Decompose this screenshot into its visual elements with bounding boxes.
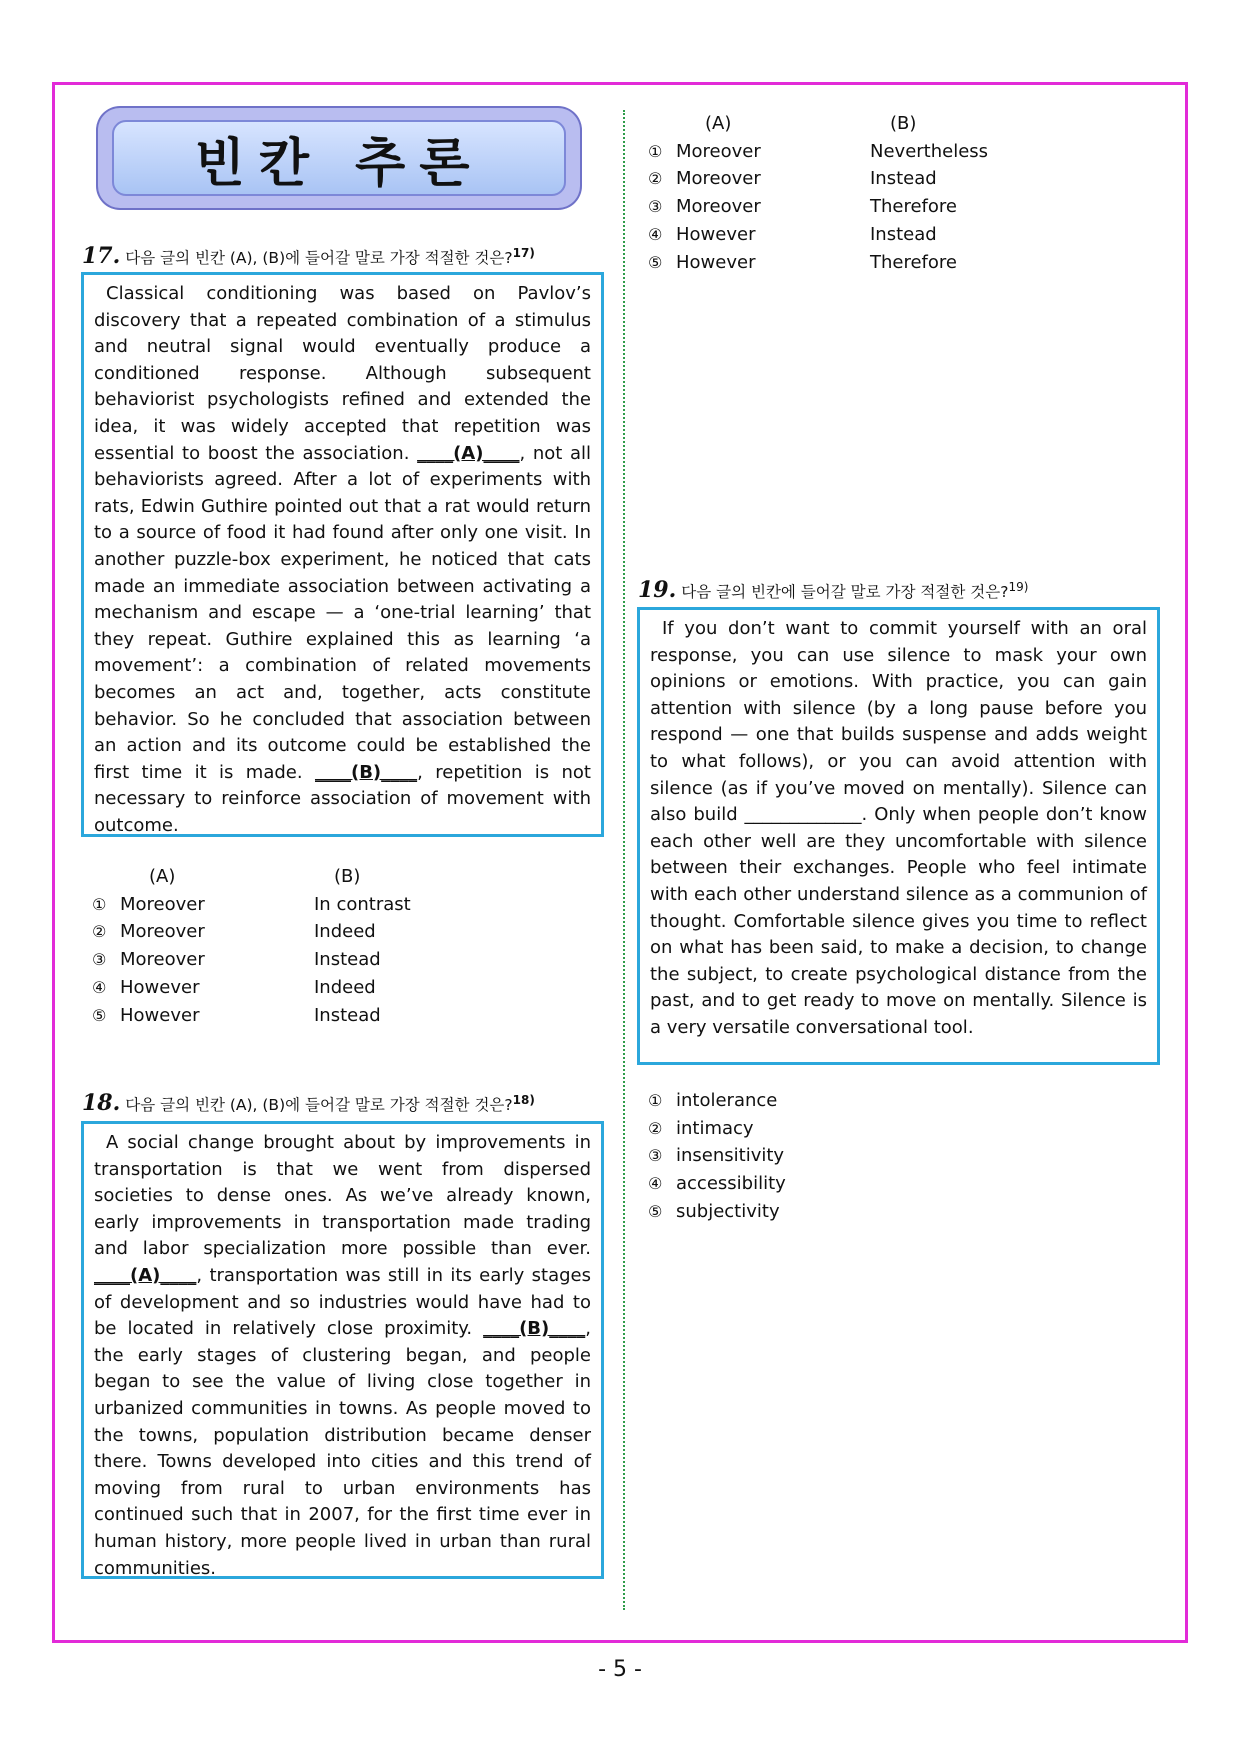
option-a: However bbox=[676, 251, 756, 273]
q18-option-5[interactable] bbox=[648, 249, 988, 277]
q18-number: 18. bbox=[82, 1090, 121, 1116]
q17-option-4[interactable] bbox=[92, 974, 411, 1002]
option-text: accessibility bbox=[676, 1173, 786, 1195]
option-a: However bbox=[120, 976, 200, 998]
option-number: ⑤ bbox=[648, 252, 663, 272]
option-b: Therefore bbox=[870, 251, 957, 273]
q19-option-2[interactable] bbox=[648, 1115, 786, 1143]
option-text: subjectivity bbox=[676, 1200, 780, 1222]
option-b: Instead bbox=[314, 949, 381, 971]
q19-passage: If you don’t want to commit yourself with an oral response, you can use silence to mask your own opinions or emotions. With practice, you can gain attention with silence (by a long pause before you respond — one that builds suspense and adds weight to what follows), or you can avoid attention with silence (as if you’ve moved on mentally). Silence can also build _____________. Only when people don’t know each other well are they uncomfortable with silence between their exchanges. People who feel intimate with each other understand silence as a communion of thought. Comfortable silence gives you time to reflect on what has been said, to make a decision, to change the subject, to create psychological distance from the past, and to get ready to move on mentally. Silence is a very versatile conversational tool. bbox=[650, 618, 1147, 1038]
q17-blank-a: ____(A)____ bbox=[417, 442, 520, 464]
option-number: ④ bbox=[92, 977, 107, 997]
option-b: Instead bbox=[870, 223, 937, 245]
q19-option-3[interactable] bbox=[648, 1142, 786, 1170]
q19-option-1[interactable] bbox=[648, 1087, 786, 1115]
option-number: ③ bbox=[648, 1146, 663, 1166]
q19-options bbox=[648, 1087, 786, 1226]
q18-passage-text-1: A social change brought about by improvements in transportation is that we went from dispersed societies to dense ones. As we’ve already known, early improvements in transportation made trading and labor specialization more possible than ever. bbox=[94, 1132, 591, 1260]
column-divider bbox=[623, 110, 625, 1610]
option-a: Moreover bbox=[120, 893, 205, 915]
q18-heading bbox=[82, 1090, 535, 1116]
q18-option-4[interactable] bbox=[648, 221, 988, 249]
option-number: ③ bbox=[92, 950, 107, 970]
q19-passage-box bbox=[637, 607, 1160, 1065]
q18-prompt: 다음 글의 빈칸 (A), (B)에 들어갈 말로 가장 적절한 것은? bbox=[125, 1096, 513, 1114]
option-text: intolerance bbox=[676, 1090, 778, 1111]
q19-prompt: 다음 글의 빈칸에 들어갈 말로 가장 적절한 것은? bbox=[681, 583, 1009, 601]
q18-options-header bbox=[648, 110, 988, 138]
page-number: - 5 - bbox=[598, 1657, 642, 1682]
option-number: ② bbox=[648, 169, 663, 189]
q17-ref: 17) bbox=[512, 245, 535, 260]
option-text: insensitivity bbox=[676, 1145, 785, 1167]
option-a: However bbox=[676, 223, 756, 245]
q18-option-2[interactable] bbox=[648, 165, 988, 193]
option-a: Moreover bbox=[676, 196, 761, 218]
option-number: ② bbox=[92, 922, 107, 942]
q17-blank-b: ____(B)____ bbox=[314, 761, 418, 783]
section-title: 빈칸 추론 bbox=[194, 133, 484, 194]
q18-option-1[interactable] bbox=[648, 138, 988, 166]
q17-passage bbox=[94, 281, 591, 839]
q19-option-4[interactable] bbox=[648, 1170, 786, 1198]
option-number: ③ bbox=[648, 197, 663, 217]
option-text: intimacy bbox=[676, 1117, 754, 1139]
option-a: Moreover bbox=[676, 140, 761, 162]
section-title-plate bbox=[98, 108, 580, 208]
q17-prompt: 다음 글의 빈칸 (A), (B)에 들어갈 말로 가장 적절한 것은? bbox=[125, 249, 513, 267]
q19-ref: 19) bbox=[1008, 579, 1029, 594]
q19-heading bbox=[638, 577, 1028, 603]
option-b: In contrast bbox=[314, 893, 411, 915]
q18-blank-a: ____(A)____ bbox=[94, 1264, 197, 1286]
q17-passage-text-1: Classical conditioning was based on Pavlov’s discovery that a repeated combination of a stimulus and neutral signal would eventually produce a conditioned response. Although subsequent behaviorist psychologists refined and extended the idea, it was widely accepted that repetition was essential to boost the association. bbox=[94, 283, 591, 464]
option-number: ④ bbox=[648, 224, 663, 244]
q17-passage-text-3: , repetition is not necessary to reinforce association of movement with outcome. bbox=[94, 761, 591, 836]
option-b: Indeed bbox=[314, 921, 376, 943]
q18-header-b: (B) bbox=[890, 113, 917, 134]
option-number: ① bbox=[92, 894, 107, 914]
option-a: Moreover bbox=[120, 921, 205, 943]
q17-heading bbox=[82, 243, 535, 269]
q17-options-header bbox=[92, 863, 411, 891]
option-b: Instead bbox=[870, 168, 937, 190]
q18-passage-box bbox=[81, 1121, 604, 1579]
option-number: ② bbox=[648, 1118, 663, 1138]
q18-option-3[interactable] bbox=[648, 193, 988, 221]
q17-option-5[interactable] bbox=[92, 1002, 411, 1030]
option-number: ① bbox=[648, 1091, 663, 1110]
q18-passage bbox=[94, 1130, 591, 1582]
q17-passage-box bbox=[81, 272, 604, 837]
q18-options bbox=[648, 110, 988, 276]
q18-blank-b: ____(B)____ bbox=[483, 1318, 586, 1340]
option-a: However bbox=[120, 1004, 200, 1026]
q18-passage-text-2: , transportation was still in its early stages of development and so industries would have had to be located in relatively close proximity. bbox=[94, 1264, 591, 1340]
q17-option-2[interactable] bbox=[92, 918, 411, 946]
q17-passage-text-2: , not all behaviorists agreed. After a lot of experiments with rats, Edwin Guthire pointed out that a rat would return to a source of food it had found after only one visit. In another puzzle-box experiment, he noticed that cats made an immediate association between activating a mechanism and escape — a ‘one-trial learning’ that they repeat. Guthire explained this as learning ‘a movement’: a combination of related movements becomes an act and, together, acts constitute behavior. So he concluded that association between an action and its outcome could be established the first time it is made. bbox=[94, 442, 591, 783]
section-title-inner bbox=[112, 120, 566, 196]
q18-passage-text-3: , the early stages of clustering began, and people began to see the value of living close together in urbanized communities in towns. As people moved to the towns, population distribution became denser there. Towns developed into cities and this trend of moving from rural to urban environments has continued such that in 2007, for the first time ever in human history, more people lived in urban than rural communities. bbox=[94, 1318, 591, 1579]
q17-options bbox=[92, 863, 411, 1029]
option-b: Indeed bbox=[314, 976, 376, 998]
option-number: ① bbox=[648, 141, 663, 161]
q17-number: 17. bbox=[82, 243, 121, 269]
option-b: Instead bbox=[314, 1004, 381, 1026]
q17-header-b: (B) bbox=[334, 866, 361, 887]
q19-number: 19. bbox=[638, 577, 677, 603]
option-number: ⑤ bbox=[92, 1005, 107, 1025]
q17-header-a: (A) bbox=[149, 866, 176, 887]
option-number: ④ bbox=[648, 1174, 663, 1194]
q17-option-3[interactable] bbox=[92, 946, 411, 974]
q17-option-1[interactable] bbox=[92, 891, 411, 919]
option-b: Nevertheless bbox=[870, 140, 989, 162]
q18-ref: 18) bbox=[512, 1092, 535, 1107]
option-a: Moreover bbox=[120, 949, 205, 971]
q18-header-a: (A) bbox=[705, 113, 732, 134]
q19-option-5[interactable] bbox=[648, 1198, 786, 1226]
option-a: Moreover bbox=[676, 168, 761, 190]
option-number: ⑤ bbox=[648, 1201, 663, 1221]
option-b: Therefore bbox=[870, 196, 957, 218]
